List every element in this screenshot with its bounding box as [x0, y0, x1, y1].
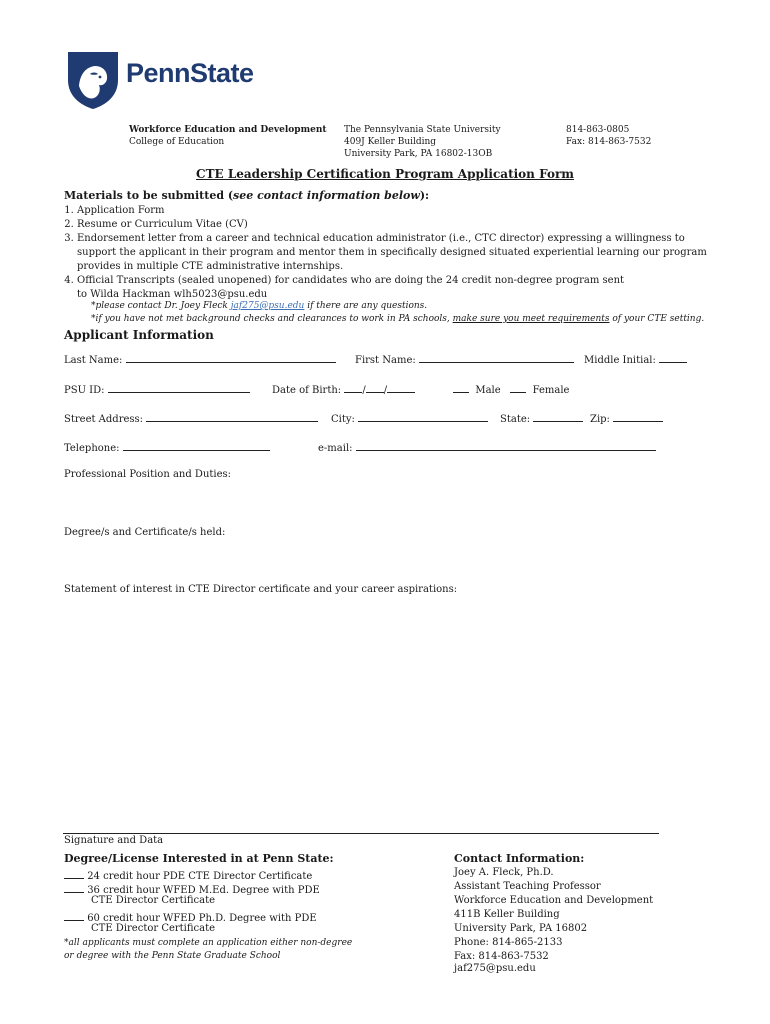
contact-line-5: University Park, PA 16802	[454, 923, 588, 934]
dob-sep-2: /	[383, 385, 388, 396]
header-phone: 814-863-0805	[566, 125, 630, 135]
signature-label: Signature and Data	[64, 835, 164, 846]
degree-option-1-label: 24 credit hour PDE CTE Director Certificate	[87, 871, 313, 882]
street-label: Street Address:	[64, 414, 144, 425]
degrees-label: Degree/s and Certificate/s held:	[64, 527, 226, 538]
middle-initial-label: Middle Initial:	[584, 355, 656, 366]
contact-fax: Fax: 814-863-7532	[454, 951, 549, 962]
materials-list	[64, 204, 714, 302]
dob-day-line[interactable]	[366, 381, 384, 393]
dob-field[interactable]	[272, 381, 415, 396]
form-title: CTE Leadership Certification Program Application Form	[196, 167, 574, 181]
materials-heading-a: Materials to be submitted (	[64, 189, 234, 202]
first-name-label: First Name:	[355, 355, 416, 366]
city-line[interactable]	[358, 410, 488, 422]
female-checkline[interactable]	[510, 381, 526, 393]
materials-item-1: 1. Application Form	[77, 204, 714, 218]
email-field[interactable]	[318, 439, 656, 454]
degree-option-3-cont: CTE Director Certificate	[91, 923, 216, 934]
contact-email[interactable]: jaf275@psu.edu	[454, 963, 536, 974]
dob-month-line[interactable]	[344, 381, 362, 393]
street-line[interactable]	[146, 410, 318, 422]
email-line[interactable]	[356, 439, 656, 451]
last-name-label: Last Name:	[64, 355, 123, 366]
materials-heading-b: ):	[419, 189, 430, 202]
note-clearances	[91, 314, 704, 324]
materials-item-2: 2. Resume or Curriculum Vitae (CV)	[77, 218, 714, 232]
degree-option-3[interactable]	[64, 909, 317, 924]
degree-option-2[interactable]	[64, 881, 320, 896]
materials-heading	[64, 189, 429, 202]
pennstate-logo	[66, 50, 266, 110]
statement-label: Statement of interest in CTE Director certificate and your career aspirations:	[64, 584, 458, 595]
female-label: Female	[532, 385, 570, 396]
city-label: City:	[331, 414, 355, 425]
gender-field	[453, 381, 569, 396]
logo-wordmark: PennState	[126, 58, 254, 88]
telephone-field[interactable]	[64, 439, 270, 454]
dept-line1: Workforce Education and Development	[129, 125, 327, 135]
contact-email-link[interactable]: jaf275@psu.edu	[230, 301, 305, 311]
addr-line1: The Pennsylvania State University	[344, 125, 501, 135]
addr-line3: University Park, PA 16802-13OB	[344, 149, 493, 159]
materials-item-3: 3. Endorsement letter from a career and technical education administrator (i.e., CTC director) expressing a willingness to support the applicant in their program and mentor them in specifically designed situated experiential learning our program provides in multiple CTE administrative internships.	[77, 232, 714, 274]
degree-note-1: *all applicants must complete an application either non-degree	[64, 938, 353, 948]
note2-b: of your CTE setting.	[609, 314, 705, 324]
degree-option-1[interactable]	[64, 867, 312, 882]
contact-line-3: Workforce Education and Development	[454, 895, 654, 906]
contact-heading: Contact Information:	[454, 852, 585, 865]
psu-id-field[interactable]	[64, 381, 250, 396]
position-label: Professional Position and Duties:	[64, 469, 232, 480]
email-label: e-mail:	[318, 443, 353, 454]
degree-option-2-label: 36 credit hour WFED M.Ed. Degree with PDE	[87, 885, 320, 896]
first-name-field[interactable]	[355, 351, 574, 366]
male-checkline[interactable]	[453, 381, 469, 393]
last-name-line[interactable]	[126, 351, 336, 363]
note1-a: *please contact Dr. Joey Fleck	[91, 301, 231, 311]
nittany-lion-shield-icon	[66, 50, 120, 110]
telephone-label: Telephone:	[64, 443, 120, 454]
dept-line2: College of Education	[129, 137, 225, 147]
last-name-field[interactable]	[64, 351, 336, 366]
contact-line-1: Joey A. Fleck, Ph.D.	[454, 867, 554, 878]
middle-initial-field[interactable]	[584, 351, 687, 366]
degree-heading: Degree/License Interested in at Penn State:	[64, 852, 334, 865]
zip-label: Zip:	[590, 414, 610, 425]
requirements-link[interactable]: make sure you meet requirements	[452, 314, 610, 324]
materials-item-4: 4. Official Transcripts (sealed unopened) for candidates who are doing the 24 credit non-degree program sent to Wilda Hackman wlh5023@psu.edu	[77, 274, 637, 302]
state-field[interactable]	[500, 410, 583, 425]
note-contact	[91, 301, 427, 311]
psu-id-label: PSU ID:	[64, 385, 105, 396]
degree-option-1-checkline[interactable]	[64, 867, 84, 879]
addr-line2: 409J Keller Building	[344, 137, 437, 147]
note2-a: *if you have not met background checks and clearances to work in PA schools,	[91, 314, 453, 324]
street-field[interactable]	[64, 410, 318, 425]
psu-id-line[interactable]	[108, 381, 250, 393]
dob-year-line[interactable]	[387, 381, 415, 393]
state-line[interactable]	[533, 410, 583, 422]
applicant-heading: Applicant Information	[64, 328, 214, 342]
degree-option-3-label: 60 credit hour WFED Ph.D. Degree with PDE	[87, 913, 317, 924]
zip-line[interactable]	[613, 410, 663, 422]
telephone-line[interactable]	[123, 439, 270, 451]
dob-label: Date of Birth:	[272, 385, 342, 396]
degree-note-2: or degree with the Penn State Graduate School	[64, 951, 281, 961]
male-label: Male	[475, 385, 501, 396]
contact-phone: Phone: 814-865-2133	[454, 937, 563, 948]
degree-option-3-checkline[interactable]	[64, 909, 84, 921]
dob-sep-1: /	[362, 385, 366, 396]
note1-b: if there are any questions.	[304, 301, 428, 311]
first-name-line[interactable]	[419, 351, 574, 363]
header-fax: Fax: 814-863-7532	[566, 137, 652, 147]
degree-option-2-checkline[interactable]	[64, 881, 84, 893]
materials-heading-italic: see contact information below	[233, 189, 420, 202]
state-label: State:	[500, 414, 531, 425]
middle-initial-line[interactable]	[659, 351, 687, 363]
contact-line-4: 411B Keller Building	[454, 909, 560, 920]
zip-field[interactable]	[590, 410, 663, 425]
city-field[interactable]	[331, 410, 488, 425]
contact-line-2: Assistant Teaching Professor	[454, 881, 601, 892]
signature-line[interactable]	[63, 833, 659, 834]
degree-option-2-cont: CTE Director Certificate	[91, 895, 216, 906]
